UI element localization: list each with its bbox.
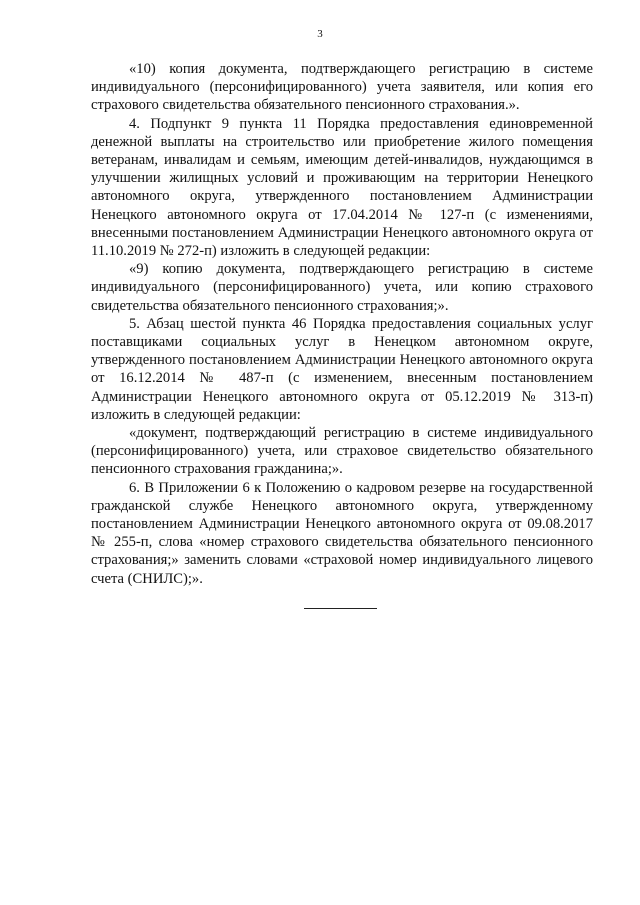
paragraph-quote-10: «10) копия документа, подтверждающего регистрацию в системе индивидуального (персонифицированного) учета заявителя, или копия его страхового свидетельства обязательного пенсионного страхования.». xyxy=(91,61,593,114)
paragraph-item-5: 5. Абзац шестой пункта 46 Порядка предоставления социальных услуг поставщиками социальных услуг в Ненецком автономном округе, утвержденного постановлением Администрации Ненецкого автономного округа от 16.12.2014 № 487-п (с изменением, внесенным постановлением Администрации Ненецкого автономного округа от 05.12.2019 № 313-п) изложить в следующей редакции: xyxy=(91,315,593,423)
paragraph-item-4: 4. Подпункт 9 пункта 11 Порядка предоставления единовременной денежной выплаты на строительство или приобретение жилого помещения ветеранам, инвалидам и семьям, имеющим детей-инвалидов, нуждающимся в улучшении жилищных условий и проживающим на территории Ненецкого автономного округа, утвержденного постановлением Администрации Ненецкого автономного округа от 17.04.2014 № 127-п (с изменениями, внесенными постановлением Администрации Ненецкого автономного округа от 11.10.2019 № 272-п) изложить в следующей редакции: xyxy=(91,115,593,260)
paragraph-quote-9: «9) копию документа, подтверждающего регистрацию в системе индивидуального (персонифицированного) учета, или копию страхового свидетельства обязательного пенсионного страхования;». xyxy=(91,261,593,314)
paragraph-quote-document: «документ, подтверждающий регистрацию в системе индивидуального (персонифицированного) учета, или страховое свидетельство обязательного пенсионного страхования гражданина;». xyxy=(91,425,593,478)
document-body xyxy=(91,60,593,588)
paragraph-item-6: 6. В Приложении 6 к Положению о кадровом резерве на государственной гражданской службе Ненецкого автономного округа, утвержденному постановлением Администрации Ненецкого автономного округа от 09.08.2017 № 255-п, слова «номер страхового свидетельства обязательного пенсионного страхования;» заменить словами «страховой номер индивидуального лицевого счета (СНИЛС);». xyxy=(91,479,593,587)
page-number: 3 xyxy=(317,28,323,40)
end-separator-line xyxy=(304,608,377,609)
